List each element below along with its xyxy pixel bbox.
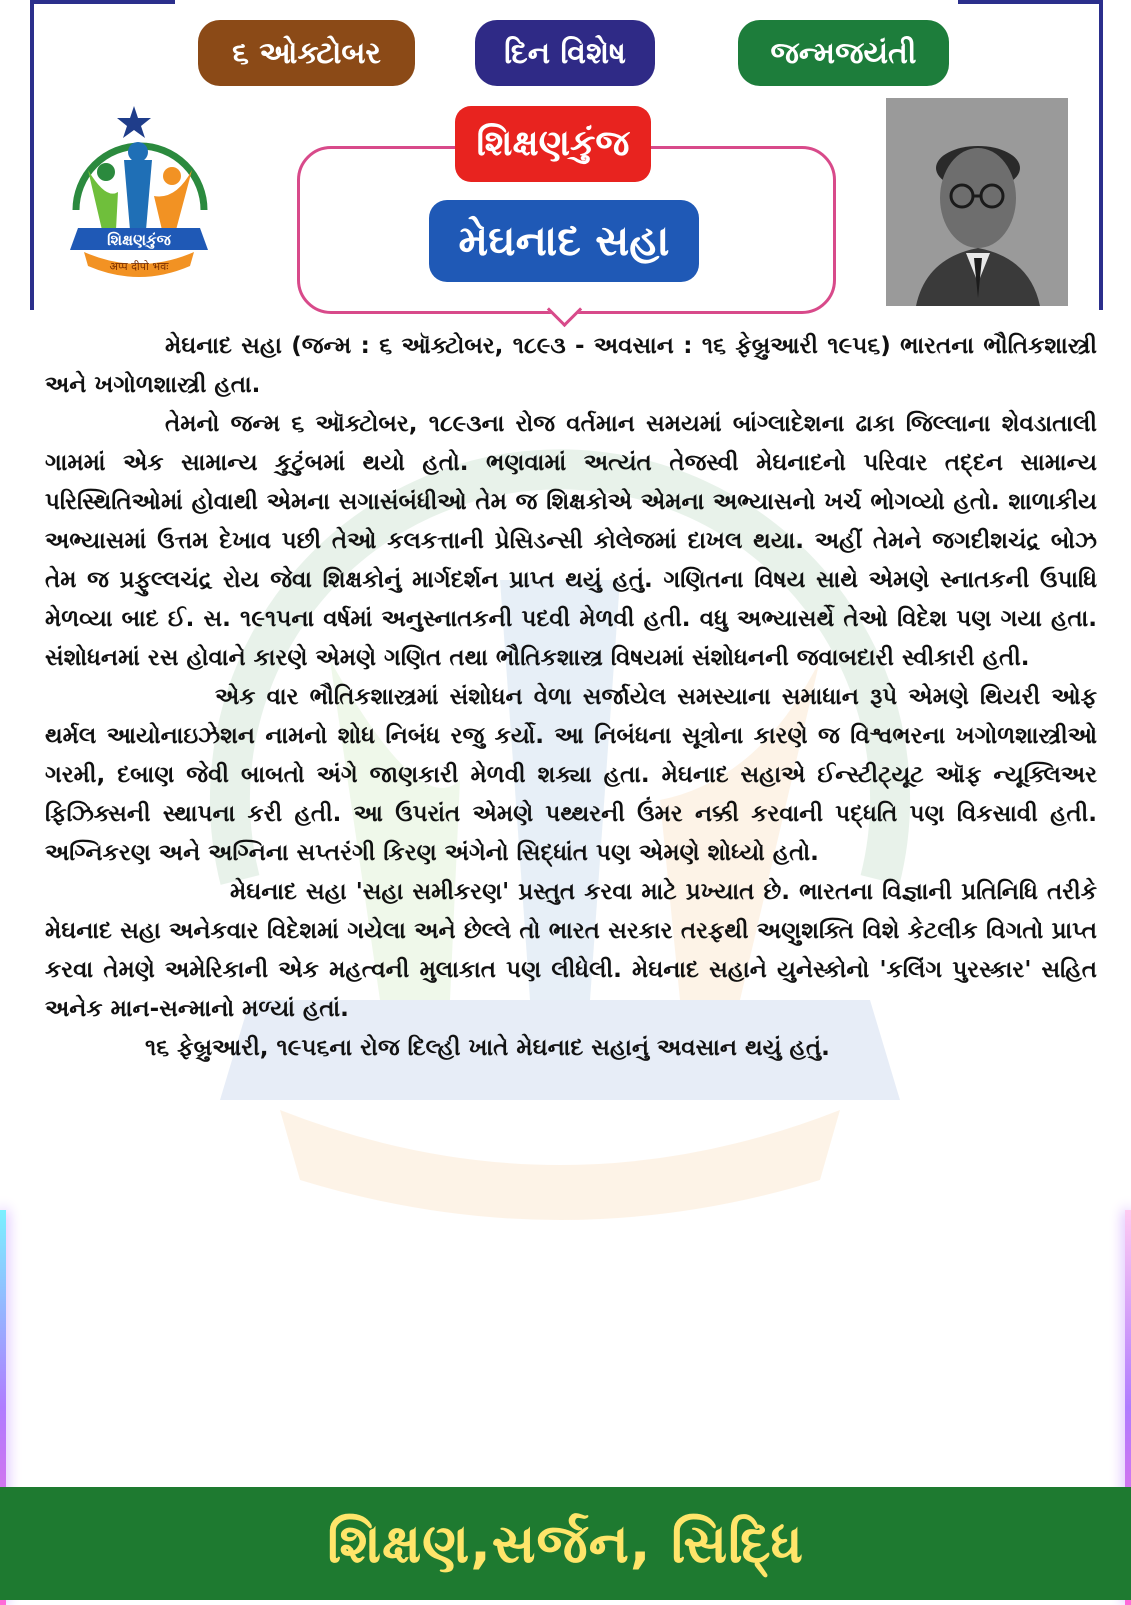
brand-title: શિક્ષણકુંજ	[455, 106, 651, 182]
footer-banner	[0, 1487, 1131, 1600]
footer-slogan: શિક્ષણ,સર્જન, સિદ્ધિ	[327, 1511, 804, 1575]
article-paragraph: એક વાર ભૌતિકશાસ્ત્રમાં સંશોધન વેળા સર્જાયેલ સમસ્યાના સમાધાન રૂપે એમણે થિયરી ઓફ થર્મલ આયોનાઇઝેશન નામનો શોધ નિબંધ રજુ કર્યો. આ નિબંધના સૂત્રોના કારણે જ વિશ્વભરના ખગોળશાસ્ત્રીઓ ગરમી, દબાણ જેવી બાબતો અંગે જાણકારી મેળવી શક્યા હતા. મેઘનાદ સહાએ ઈન્સ્ટીટ્યૂટ ઑફ ન્યૂક્લિઅર ફિઝિક્સની સ્થાપના કરી હતી. આ ઉપરાંત એમણે પથ્થરની ઉંમર નક્કી કરવાની પદ્ધતિ પણ વિકસાવી હતી. અગ્નિકરણ અને અગ્નિના સપ્તરંગી કિરણ અંગેનો સિદ્ધાંત પણ એમણે શોધ્યો હતો.	[45, 684, 1097, 866]
article-paragraph: મેઘનાદ સહા (જન્મ : ૬ ઑક્ટોબર, ૧૮૯૩ - અવસાન : ૧૬ ફેબ્રુઆરી ૧૯૫૬) ભારતના ભૌતિકશાસ્ત્રી અને ખગોળશાસ્ત્રી હતા.	[45, 333, 1097, 398]
shikshankunj-logo	[58, 100, 220, 290]
frame-line-left	[30, 0, 34, 310]
person-portrait-icon	[886, 98, 1068, 306]
frame-line-right	[1099, 0, 1103, 310]
frame-line-top-left	[30, 0, 175, 4]
article-body	[45, 327, 1097, 1068]
article-paragraph: તેમનો જન્મ ૬ ઑક્ટોબર, ૧૮૯૩ના રોજ વર્તમાન સમયમાં બાંગ્લાદેશના ઢાકા જિલ્લાના શેવડાતાલી ગામમાં એક સામાન્ય કુટુંબમાં થયો હતો. ભણવામાં અત્યંત તેજસ્વી મેઘનાદનો પરિવાર તદ્દન સામાન્ય પરિસ્થિતિઓમાં હોવાથી એમના સગાસંબંધીઓ તેમ જ શિક્ષકોએ એમના અભ્યાસનો ખર્ચ ભોગવ્યો હતો. શાળાકીય અભ્યાસમાં ઉત્તમ દેખાવ પછી તેઓ કલકત્તાની પ્રેસિડન્સી કોલેજમાં દાખલ થયા. અહીં તેમને જગદીશચંદ્ર બોઝ તેમ જ પ્રફુલ્લચંદ્ર રોય જેવા શિક્ષકોનું માર્ગદર્શન પ્રાપ્ત થયું હતું. ગણિતના વિષય સાથે એમણે સ્નાતકની ઉપાધિ મેળવ્યા બાદ ઈ. સ. ૧૯૧૫ના વર્ષમાં અનુસ્નાતકની પદવી મેળવી હતી. વધુ અભ્યાસર્થે તેઓ વિદેશ પણ ગયા હતા. સંશોધનમાં રસ હોવાને કારણે એમણે ગણિત તથા ભૌતિકશાસ્ત્ર વિષયમાં સંશોધનની જવાબદારી સ્વીકારી હતી.	[45, 411, 1097, 671]
article-paragraph: મેઘનાદ સહા 'સહા સમીકરણ' પ્રસ્તુત કરવા માટે પ્રખ્યાત છે. ભારતના વિજ્ઞાની પ્રતિનિધિ તરીકે મેઘનાદ સહા અનેકવાર વિદેશમાં ગયેલા અને છેલ્લે તો ભારત સરકાર તરફથી અણુશક્તિ વિશે કેટલીક વિગતો પ્રાપ્ત કરવા તેમણે અમેરિકાની એક મહત્વની મુલાકાત પણ લીધેલી. મેઘનાદ સહાને યુનેસ્કોનો 'કલિંગ પુરસ્કાર' સહિત અનેક માન-સન્માનો મળ્યાં હતાં.	[45, 879, 1097, 1022]
article-paragraph: ૧૬ ફેબ્રુઆરી, ૧૯૫૬ના રોજ દિલ્હી ખાતે મેઘનાદ સહાનું અવસાન થયું હતું.	[145, 1035, 830, 1061]
logo-name: શિક્ષણકુંજ	[107, 231, 171, 249]
frame-line-top-right	[958, 0, 1103, 4]
logo-motto: अप्प दीपो भवः	[109, 260, 169, 273]
subject-name-title: મેઘનાદ સહા	[429, 200, 699, 282]
birth-anniversary-badge: જન્મજયંતી	[738, 20, 949, 86]
day-special-badge: દિન વિશેષ	[475, 20, 655, 86]
date-badge: ૬ ઓક્ટોબર	[198, 20, 415, 86]
